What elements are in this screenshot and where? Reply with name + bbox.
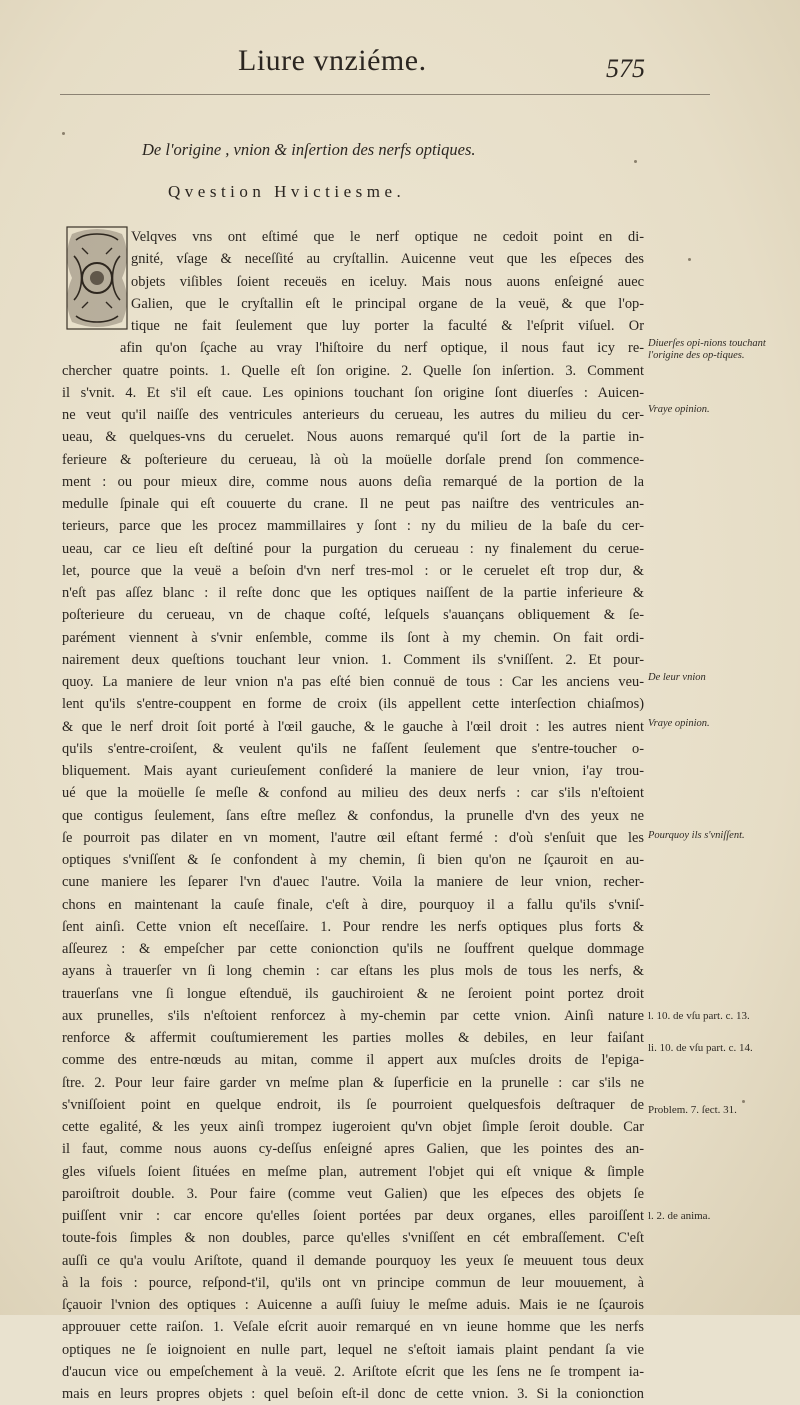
body-line: ué que la moüelle ſe meſle & confond au milieu des deux nerfs : car s'ils n'eſtoient bbox=[62, 785, 644, 802]
paper-fleck bbox=[688, 258, 691, 261]
body-line: trauerſans vne ſi longue eſtenduë, ils gauchiroient & ne ſeroient point portez droit bbox=[62, 985, 644, 1002]
body-line: à la fois : pource, reſpond-t'il, qu'ils ont vn principe commun de leur mouuement, à bbox=[62, 1274, 644, 1291]
body-line: optiques s'vniſſent & ſe confondent à my chemin, ſi bien qu'on ne ſçauroit en au- bbox=[62, 852, 644, 868]
body-line: chercher quatre points. 1. Quelle eſt ſon origine. 2. Quelle ſon inſertion. 3. Comment bbox=[62, 362, 644, 379]
body-line: gles viſuels ſoient ſituées en meſme plan, autrement l'objet qui eſt vnique & ſimple bbox=[62, 1163, 644, 1180]
section-title: De l'origine , vnion & inſertion des nerfs optiques. bbox=[142, 140, 476, 159]
body-line: ferieure & poſterieure du cerueau, là où la moüelle dorſale prend ſon commence- bbox=[62, 451, 644, 468]
margin-note: l. 10. de vſu part. c. 13. bbox=[648, 1010, 750, 1022]
page-number: 575 bbox=[606, 54, 645, 83]
body-line: Velqves vns ont eſtimé que le nerf optique ne cedoit point en di- bbox=[131, 229, 644, 245]
body-line: let, pource que la veuë a beſoin d'vn nerf tres-mol : or le ceruelet eſt trop dur, & bbox=[62, 562, 644, 579]
body-line: n'eſt pas aſſez blanc : il reſte donc que les optiques naiſſent de la partie inferieure & bbox=[62, 585, 644, 601]
margin-note: l. 2. de anima. bbox=[648, 1210, 711, 1222]
body-line: gnité, vſage & neceſſité au cryſtallin. Auicenne veut que les eſpeces des bbox=[131, 251, 644, 268]
body-line: aux prunelles, s'ils n'eſtoient renforcez à my-chemin par cette vnion. Ainſi nature bbox=[62, 1007, 644, 1024]
body-line: cette egalité, & les yeux ainſi trompez iugeroient qu'vn objet ſimple ſeroit double. Car bbox=[62, 1119, 644, 1135]
margin-note: li. 10. de vſu part. c. 14. bbox=[648, 1042, 753, 1054]
margin-note: Vraye opinion. bbox=[648, 404, 710, 415]
running-title: Liure vnziéme. bbox=[238, 44, 427, 77]
body-line: ſtre. 2. Pour leur faire garder vn meſme plan & ſuperficie en la prunelle : car s'ils ne bbox=[62, 1074, 644, 1091]
body-line: mais en leurs propres objets : quel beſoin eſt-il donc de cette vnion. 3. Si la conionction bbox=[62, 1386, 644, 1402]
body-line: ſe pourroit pas dilater en vn moment, l'autre œil eſtant fermé : d'où s'enſuit que les bbox=[62, 829, 644, 846]
body-line: renforce & affermit couſtumierement les parties molles & debiles, en leur faiſant bbox=[62, 1030, 644, 1046]
margin-note: Pourquoy ils s'vniſſent. bbox=[648, 830, 745, 841]
body-line: poſterieure du cerueau, vn de chaque coſté, leſquels s'auançans obliquement & ſe- bbox=[62, 607, 644, 624]
question-heading: Qvestion Hvictiesme. bbox=[168, 182, 406, 201]
body-line: ſent ainſi. Cette vnion eſt neceſſaire. 1. Pour rendre les nerfs optiques plus forts & bbox=[62, 918, 644, 935]
body-line: medulle ſpinale qui eſt couuerte du crane. Il ne peut pas naiſtre des ventricules an- bbox=[62, 496, 644, 512]
body-line: approuuer cette raiſon. 1. Veſale eſcrit auoir remarqué en vn ieune homme que les nerfs bbox=[62, 1319, 644, 1336]
margin-note: De leur vnion bbox=[648, 672, 706, 683]
body-line: aſſeurez : & empeſcher par cette conionction qu'ils ne ſouffrent quelque dommage bbox=[62, 941, 644, 957]
body-line: objets viſibles ſoient receuës en iceluy. Mais nous auons enſeigné auec bbox=[131, 273, 644, 290]
body-line: comme des entre-nœuds au mitan, comme il appert aux muſcles droits de l'epiga- bbox=[62, 1052, 644, 1069]
body-line: parément viennent à s'vnir enſemble, comme ils ſont à my chemin. On fait ordi- bbox=[62, 629, 644, 646]
body-line: optiques ne ſe ioignoient en nulle part, lequel ne s'eſtoit iamais plaint pendant ſa vie bbox=[62, 1341, 644, 1358]
body-line: paroiſtroit double. 3. Pour faire (comme veut Galien) que les eſpeces des objets ſe bbox=[62, 1185, 644, 1202]
body-line: Galien, que le cryſtallin eſt le principal organe de la veuë, & que l'op- bbox=[131, 295, 644, 312]
body-line: terieurs, parce que les procez mammillaires y ſont : ny du milieu de la baſe du cer- bbox=[62, 518, 644, 535]
body-line: ne veut qu'il naiſſe des ventricules anterieurs du cerueau, les autres du milieu du cer- bbox=[62, 407, 644, 423]
body-line: qu'ils s'entre-croiſent, & veulent qu'ils ne faſſent ſeulement que s'entre-toucher o- bbox=[62, 740, 644, 757]
body-line: ayans à trauerſer vn ſi long chemin : car eſtans les plus mols de tous les nerfs, & bbox=[62, 963, 644, 980]
body-text bbox=[62, 226, 644, 1405]
body-line: d'aucun vice ou empeſchement à la veuë. 2. Ariſtote eſcrit que les ſens ne ſe trompent ia- bbox=[62, 1363, 644, 1380]
margin-note: Diuerſes opi-nions touchant l'origine des op-tiques. bbox=[648, 338, 766, 361]
body-line: cune maniere les ſeparer l'vn d'auec l'autre. Voila la maniere de leur vnion, recher- bbox=[62, 874, 644, 891]
body-line: afin qu'on ſçache au vray l'hiſtoire du nerf optique, il nous faut icy re- bbox=[120, 340, 644, 357]
body-line: nairement deux queſtions touchant leur vnion. 1. Comment ils s'vniſſent. 2. Et pour- bbox=[62, 651, 644, 668]
body-line: lent qu'ils s'entre-couppent en forme de croix (ils appellent cette interſection chiaſmos) bbox=[62, 696, 644, 713]
body-line: auſſi ce qu'a voulu Ariſtote, quand il demande pourquoy les yeux ſe meuuent tous deux bbox=[62, 1252, 644, 1269]
body-line: bliquement. Mais ayant curieuſement conſideré la maniere de leur vnion, i'ay trou- bbox=[62, 763, 644, 779]
body-line: chons en maintenant la cauſe finale, c'eſt à dire, pourquoy il a fallu qu'ils s'vniſ- bbox=[62, 896, 644, 913]
paper-fleck bbox=[634, 160, 637, 163]
header-rule bbox=[60, 94, 710, 95]
body-line: s'vniſſoient point en quelque endroit, ils ſe pourroient quelquesfois deſtraquer de bbox=[62, 1096, 644, 1113]
body-line: il s'vnit. 4. Et s'il eſt caue. Les opinions touchant ſon origine ſont diuerſes : Auicen- bbox=[62, 384, 644, 401]
body-line: & que le nerf droit ſoit porté à l'œil gauche, & le gauche à l'œil droit : les autres nient bbox=[62, 718, 644, 735]
body-line: ſçauoir l'vnion des optiques : Auicenne a auſſi ſuiuy le meſme aduis. Mais ie ne ſçaurois bbox=[62, 1297, 644, 1313]
body-line: puiſſent vnir : car encore qu'elles ſoient portées par deux organes, elles paroiſſent bbox=[62, 1208, 644, 1224]
body-line: il faut, comme nous auons cy-deſſus enſeigné apres Galien, que les pointes des an- bbox=[62, 1141, 644, 1158]
body-line: que contigus ſeulement, ſans eſtre meſlez & confondus, la prunelle d'vn des yeux ne bbox=[62, 807, 644, 824]
margin-note: Problem. 7. ſect. 31. bbox=[648, 1104, 737, 1116]
body-line: quoy. La maniere de leur vnion n'a pas eſté bien connuë de tous : Car les anciens veu- bbox=[62, 674, 644, 690]
body-line: toute-fois ſimples & non doubles, parce qu'elles s'vniſſent en cét embraſſement. C'eſt bbox=[62, 1230, 644, 1247]
paper-fleck bbox=[742, 1100, 745, 1103]
body-line: ment : ou pour mieux dire, comme nous auons deſia remarqué de la portion de la bbox=[62, 473, 644, 490]
margin-notes bbox=[648, 0, 778, 1315]
body-line: tique ne fait ſeulement que luy porter la faculté & l'eſprit viſuel. Or bbox=[131, 318, 644, 334]
body-line: ueau, & quelques-vns du ceruelet. Nous auons remarqué qu'il ſort de la partie in- bbox=[62, 429, 644, 446]
paper-fleck bbox=[62, 132, 65, 135]
margin-note: Vraye opinion. bbox=[648, 718, 710, 729]
body-line: ueau, car ce lieu eſt deſtiné pour la purgation du cerueau : ny finalement du cerue- bbox=[62, 540, 644, 557]
